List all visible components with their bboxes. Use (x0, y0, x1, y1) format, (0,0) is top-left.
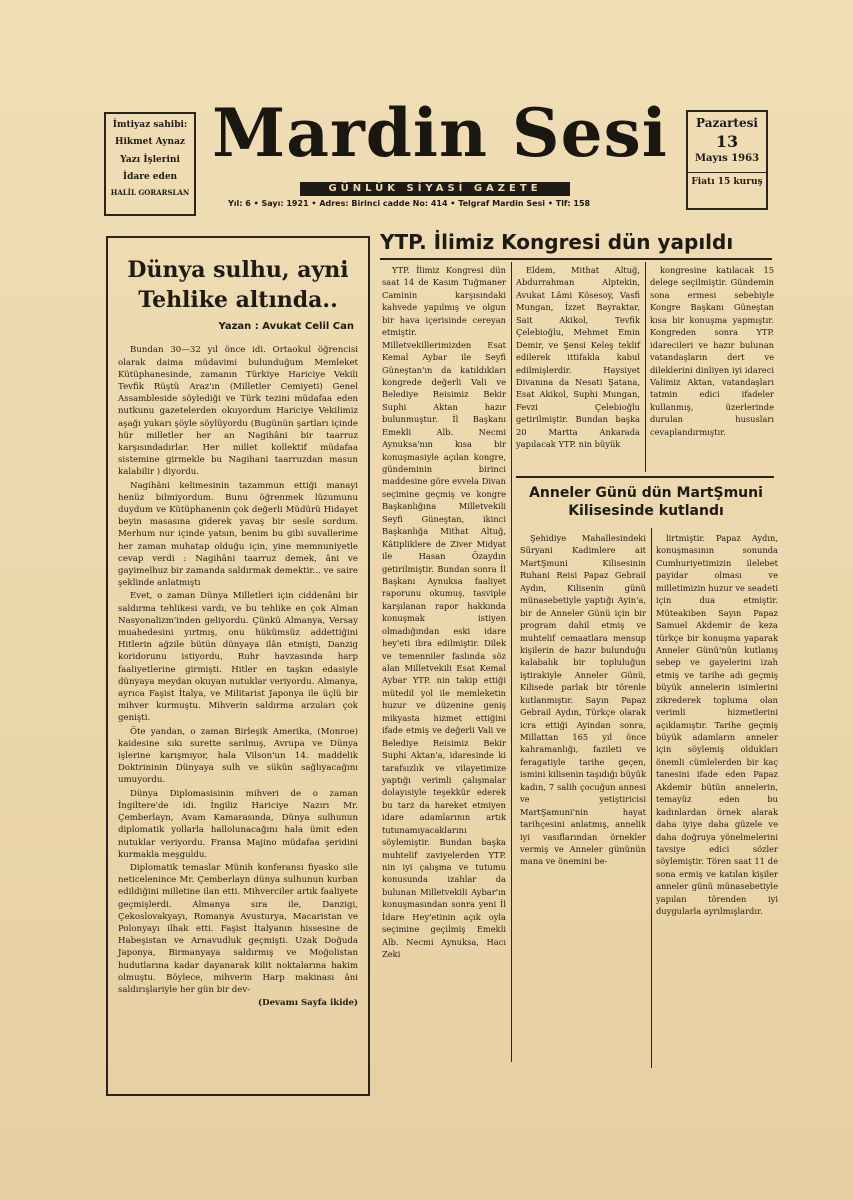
section-rule (516, 476, 774, 478)
second-article-text-2: lirtmiştir. Papaz Aydın, konuşmasının sonunda Cumhuriyetimizin ilelebet payidar olması ve milletimizin huzur ve seadeti için dua etmiştir. Müteakiben Sayın Papaz Samuel Akdemir de keza türkçe bir konuşma yaparak Anneler Günü'nün kutlanış sebep ve gayelerini izah etmiş ve tarihe adı geçmiş büyük annelerin isimlerini zikrederek topluma olan verimli hizmetlerini açıklamıştır. Tarihe geçmiş büyük adamların anneler için söylemiş oldukları önemli cümlelerden bir kaç tanesini ifade eden Papaz Akdemir bütün annelerin, temayüz eden bu kadınlardan örnek alarak daha iyiye daha güzele ve daha doğruya yönelmelerini tavsiye edici sözler söylemiştir. Tören saat 11 de sona ermiş ve katılan kişiler anneler günü münasebetiyle yapılan törenden iyi duygularla ayrılmışlardır. (656, 533, 778, 917)
newspaper-title: Mardin Sesi (212, 94, 668, 172)
price: Fiatı 15 kuruş (688, 172, 766, 187)
paragraph: Evet, o zaman Dünya Milletleri için ciddenâni bir saldırma tehlikesi vardı, ve bu tehlike en çok Alman Nasyonalizm'inden geliyordu. Çünkü Almanya, Versay muahedesini yırtmış, onu hükümsüz addettiğini Hitlerin ağzile bütün dünyaya ilân etmişti, Danzig koridorunu istiyordu, Ruhr havzasında harp faaliyetlerine girmişti. Hitler en taşkın edasiyle dünyaya meydan okuyan nutuklar veriyordu. Almanya, ayrıca Faşist İtalya, ve Militarist Japonya ile üçlü bir mihver kurmuştu. Mihverin saldırma arzuları çok genişti. (118, 591, 358, 724)
paragraph: Diplomatik temaslar Münih konferansı fiyasko sile neticelenince Mr. Çemberlayn dünya sulhunun kurban edildiğini milletine ilan etti. Mihverciler artık faaliyete geçmişlerdi. Almanya sıra ile, Danzigi, Çekoslovakyayı, Romanya Avusturya, Macaristan ve Polonyayı ilhak etti. Faşist İtalyanın hissesine de Habeşistan ve Arnavudluk geçmişti. Uzak Doğuda Japonya, Birmanyaya saldırmış ve Moğolistan hudutlarına kadar dayanarak kilit noktalarına hakim olmuştu. Böylece, mihverin Harp makinası âni saldırışlariyle her gün bir dev- (118, 862, 358, 995)
paragraph: Nagihâni kelimesinin tazammun ettiği manayi henüz bilmiyordum. Bunu öğrenmek lüzumunu duydum ve Kütüphanenin çok değerli Müdürü Hidayet beyin masasına giderek yavaş bir sesle sordum. Merhum nur içinde yatsın, benim bu gibi suvallerime her zaman muhatap olduğu için, yine memnuniyetle cevap verdi : Nagihâni taarruz demek, âni ve gayimelhuz bir zamanda saldırmak demektir... ve saire şeklinde anlatmıştı (118, 480, 358, 589)
column-rule (511, 262, 512, 1062)
second-article-col-2 (656, 532, 778, 918)
paragraph: Öte yandan, o zaman Birleşik Amerika, (Monroe) kaidesine sıkı surette sarılmış, Avrupa ve Dünya işlerine karışmıyor, hala Vilson'un 14. maddelik Doktrininin Dünyaya sulh ve sükûn sağlıyacağını umuyordu. (118, 726, 358, 786)
publisher-label: İmtiyaz sahibi: (112, 120, 188, 130)
main-article-text-1: YTP. İlimiz Kongresi dün saat 14 de Kasım Tuğmaner Caminin karşısındaki kahvede yapılmış ve olgun bir hava içerisinde cereyan etmiştir. Milletvekillerimizden Esat Kemal Aybar ile Seyfi Güneştan'ın da katıldıkları kongrede değerli Vali ve Belediye Reisimiz Bekir Suphi Aktan hazır bulunmuştur. İl Başkanı Emekli Alb. Necmi Aynuksa'nın kısa bir konuşmasiyle açılan kongre, gündeminin birinci maddesine göre evvela Divan seçimine geçmiş ve kongre Başkanlığına Milletvekili Seyfi Güneştan, ikinci Başkanlığa Mithat Altuğ, Kâtipliklere de Ziver Midyat ile Hasan Özaydın getirilmiştir. Bundan sonra İl Başkanı Aynuksa faaliyet raporunu okumuş, tasviple karşılanan rapor hakkında konuşmak istiyen olmadığından eski idare hey'eti ibra edilmiştir. Dilek ve temenniler faslında söz alan Milletvekili Esat Kemal Aybar YTP. nin takip ettiği mütedil yol ile memleketin huzur ve düzenine geniş mikyasta hizmet ettiğini ifade etmiş ve değerli Vali ve Belediye Reisimiz Bekir Suphi Aktan'a, idaresinde ki tarafsızlık ve vilayetimize yaptığı verimli çalışmalar dolayısiyle teşekkür ederek bu tarz da hareket etmiyen idare adamlarının artık tutunamıyacaklarını söylemiştir. Bundan başka muhtelif zaviyelerden YTP. nin iyi çalışma ve tutumu konusunda izahlar da bulunan Milletvekili Aybar'ın konuşmasından sonra yeni İl İdare Hey'etinin açık oyla seçimine geçilmiş Emekli Alb. Necmi Aynuksa, Hacı Zeki (382, 265, 506, 960)
second-article-headline: Anneler Günü dün MartŞmuni Kilisesinde kutlandı (529, 485, 763, 520)
column-rule (645, 262, 646, 472)
left-article-body (118, 344, 358, 996)
second-article-col-1 (520, 532, 646, 868)
editor-name: HALİL GORARSLAN (110, 188, 190, 197)
byline: Yazan : Avukat Celil Can (218, 321, 354, 333)
left-article (106, 236, 370, 1096)
publisher-box (104, 112, 196, 216)
continued-note: (Devamı Sayfa ikide) (258, 998, 358, 1009)
main-article-col-3 (650, 264, 774, 438)
paragraph: Bundan 30—32 yıl önce idi. Ortaokul öğrencisi olarak daima müdavimi bulunduğum Memleket Kütüphanesinde, zamanın Türkiye Hariciye Vekili Tevfik Rüştü Araz'ın (Milletler Cemiyeti) Genel Assambleside söylediği ve Türk tezini müdafaa eden nutkunu gazetelerden okuyordum Hariciye Vekilimiz aşağı yukarı şöyle söylüyordu (Bugünün şartları içinde hür milletler her an Nagihâni bir taarruz karşısındadırlar. Her millet kollektif müdafaa sistemine girmekle bu Nagihani taarruzdan masun kalabilir ) diyordu. (118, 345, 358, 478)
day-number: 13 (715, 132, 739, 151)
publisher-name: Hikmet Aynaz (114, 137, 186, 148)
month-year: Mayıs 1963 (694, 153, 760, 164)
main-article-col-2 (516, 264, 640, 451)
headline-rule (380, 258, 772, 260)
main-article-text-2: Eldem, Mithat Altuğ, Abdurrahman Alptekin, Avukat Lâmi Kösesoy, Vasfi Mungan, İzzet Bayraktar, Sait Akikol, Tevfik Çelebioğlu, Mehmet Emin Demir, ve Şensi Keleş teklif edilerek ittifakla kabul edilmişlerdir. Haysiyet Divanına da Nesati Şatana, Esat Akikol, Suphi Mungan, Fevzi Çelebioğlu getirilmiştir. Bundan başka 20 Martta Ankarada yapılacak YTP. nin büyük (516, 265, 640, 450)
editor-label-2: İdare eden (122, 171, 178, 182)
main-article-text-3: kongresine katılacak 15 delege seçilmiştir. Gündemin sona ermesi sebebiyle Kongre Başkanı Güneştan kısa bir konuşma yapmıştır. Kongreden sonra YTP. idarecileri ve hazır bulunan vatandaşların dert ve dileklerini dinliyen iyi idareci Valimiz Aktan, vatandaşları tatmin edici ifadeler kullanmış, üzerlerinde durulan hususları cevaplandırmıştır. (650, 265, 774, 437)
left-article-headline: Dünya sulhu, ayni Tehlike altında.. (127, 257, 349, 313)
info-line: Yıl: 6 • Sayı: 1921 • Adres: Birinci cadde No: 414 • Telgraf Mardin Sesi • Tlf: 158 (228, 199, 591, 208)
newspaper-subtitle: GÜNLÜK SİYASİ GAZETE (300, 182, 570, 196)
second-article-text-1: Şehidiye Mahallesindeki Süryani Kadimlere ait MartŞmuni Kilisesinin Ruhani Reisi Papaz Gebrail Aydın, Kilisenin günü münasebetiyle yaptığı Ayin'a, bir de Anneler Günü için bir program dahil etmiş ve muhtelif cemaatlara mensup kişilerin de hazır bulunduğu kalabalık bir topluluğun iştirakiyle Anneler Günü, Kilisede parlak bir törenle kutlanmıştır. Sayın Papaz Gebrail Aydın, Türkçe olarak icra ettiği Ayindan sonra, Millattan 165 yıl önce kahramanlığı, fazileti ve feragatiyle tarihe geçen, ismini kilisenin taşıdığı büyük kadın, 7 salih çocuğun annesi ve yetiştiricisi MartŞamuni'nin hayat tarihçesini anlatmış, annelik iyi vasıflarından örnekler vermiş ve Anneler gününün mana ve önemini be- (520, 533, 646, 867)
main-article-col-1 (382, 264, 506, 961)
paragraph: Dünya Diplomasisinin mihveri de o zaman İngiltere'de idi. İngiliz Hariciye Nazırı Mr. Çemberlayn, Avam Kamarasında, Dünya sulhunun diplomatik yollarla hallolunacağını hala ümit eden nutuklar veriyordu. Fransa Majino müdafaa şeridini kurmakla meşguldu. (118, 788, 358, 860)
editor-label: Yazı İşlerini (120, 154, 180, 165)
column-rule (651, 528, 652, 1068)
main-article-headline: YTP. İlimiz Kongresi dün yapıldı (380, 230, 734, 254)
date-box (686, 110, 768, 210)
day-name: Pazartesi (696, 116, 758, 130)
